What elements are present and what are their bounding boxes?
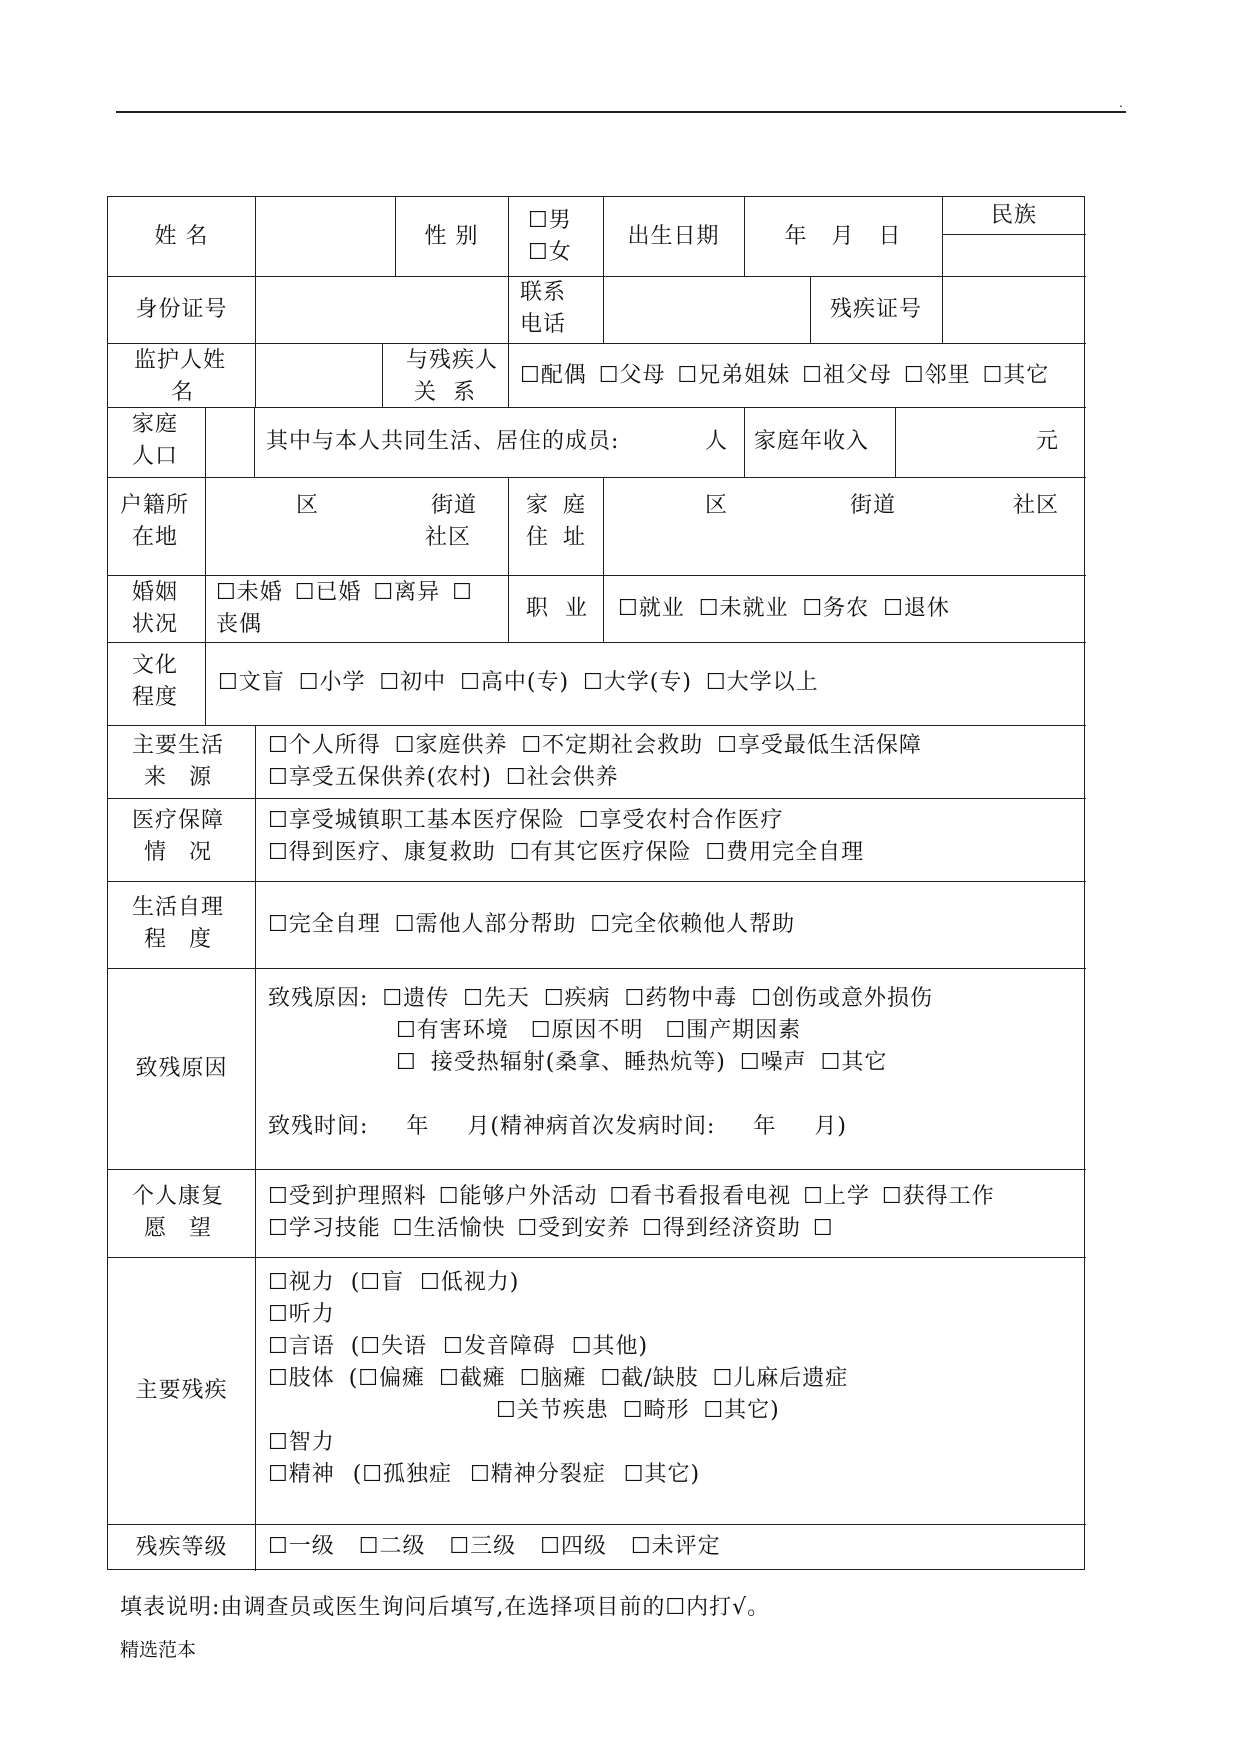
disability-cause-options-line2[interactable]: ☐有害环境 ☐原因不明 ☐围产期因素 xyxy=(396,1018,802,1043)
phone-label-line2: 电话 xyxy=(520,312,567,337)
education-options[interactable]: ☐文盲 ☐小学 ☐初中 ☐高中(专) ☐大学(专) ☐大学以上 xyxy=(218,670,819,695)
selfcare-label-line1: 生活自理 xyxy=(132,895,225,920)
disability-cause-options-line1[interactable]: 致残原因: ☐遗传 ☐先天 ☐疾病 ☐药物中毒 ☐创伤或意外损伤 xyxy=(268,986,933,1011)
disability-grade-options[interactable]: ☐一级 ☐二级 ☐三级 ☐四级 ☐未评定 xyxy=(268,1534,721,1559)
selfcare-options[interactable]: ☐完全自理 ☐需他人部分帮助 ☐完全依赖他人帮助 xyxy=(268,912,796,937)
address-district: 区 xyxy=(705,493,729,518)
page-label: 精选范本 xyxy=(120,1639,197,1661)
household-count-field[interactable] xyxy=(205,407,254,477)
hukou-street: 街道 xyxy=(431,493,478,518)
main-disability-label: 主要残疾 xyxy=(135,1378,228,1403)
living-source-label-line2: 来 源 xyxy=(144,765,212,790)
disability-survey-form xyxy=(107,196,1085,1570)
main-disability-vision[interactable]: ☐视力 (☐盲 ☐低视力) xyxy=(268,1270,520,1295)
occupation-label: 职 业 xyxy=(526,596,588,621)
ethnic-label: 民族 xyxy=(990,203,1037,228)
address-label-line2: 住 址 xyxy=(526,525,586,550)
medical-label-line1: 医疗保障 xyxy=(132,808,225,833)
gender-label: 性 别 xyxy=(424,224,479,249)
header-dot: . xyxy=(1119,96,1123,110)
education-label-line1: 文化 xyxy=(132,653,179,678)
row-divider xyxy=(108,575,1086,576)
marriage-label-line2: 状况 xyxy=(132,612,179,637)
household-label-line1: 家庭 xyxy=(132,412,179,437)
birth-date-label: 出生日期 xyxy=(627,224,720,249)
main-disability-limb[interactable]: ☐肢体 (☐偏瘫 ☐截瘫 ☐脑瘫 ☐截/缺肢 ☐儿麻后遗症 xyxy=(268,1366,849,1391)
address-community: 社区 xyxy=(1013,493,1060,518)
name-field[interactable] xyxy=(255,197,395,276)
guardian-name-field[interactable] xyxy=(255,343,382,407)
birth-date-field[interactable]: 年 月 日 xyxy=(784,224,902,249)
living-source-label-line1: 主要生活 xyxy=(132,733,225,758)
row-divider xyxy=(108,477,1086,478)
address-street: 街道 xyxy=(850,493,897,518)
disability-time-line[interactable]: 致残时间: 年 月(精神病首次发病时间: 年 月) xyxy=(268,1114,847,1139)
cohabit-unit: 人 xyxy=(705,429,729,454)
hukou-community: 社区 xyxy=(425,525,472,550)
medical-label-line2: 情 况 xyxy=(144,840,212,865)
medical-options-line2[interactable]: ☐得到医疗、康复救助 ☐有其它医疗保险 ☐费用完全自理 xyxy=(268,840,865,865)
disability-cert-field[interactable] xyxy=(942,276,1086,343)
relation-options[interactable]: ☐配偶 ☐父母 ☐兄弟姐妹 ☐祖父母 ☐邻里 ☐其它 xyxy=(520,363,1050,388)
id-number-field[interactable] xyxy=(255,276,508,343)
main-disability-speech[interactable]: ☐言语 (☐失语 ☐发音障碍 ☐其他) xyxy=(268,1334,649,1359)
main-disability-hearing[interactable]: ☐听力 xyxy=(268,1302,335,1327)
household-income-unit: 元 xyxy=(1036,429,1060,454)
relation-label-line2: 关 系 xyxy=(414,380,476,405)
main-disability-mental[interactable]: ☐精神 (☐孤独症 ☐精神分裂症 ☐其它) xyxy=(268,1462,701,1487)
marriage-label-line1: 婚姻 xyxy=(132,580,179,605)
hukou-label-line1: 户籍所 xyxy=(120,493,190,518)
education-label-line2: 程度 xyxy=(132,685,179,710)
row-divider xyxy=(108,642,1086,643)
form-instructions: 填表说明:由调查员或医生询问后填写,在选择项目前的☐内打√。 xyxy=(120,1595,771,1620)
main-disability-intellectual[interactable]: ☐智力 xyxy=(268,1430,335,1455)
id-number-label: 身份证号 xyxy=(135,297,228,322)
household-label-line2: 人口 xyxy=(132,444,179,469)
rehab-wish-label-line1: 个人康复 xyxy=(132,1184,225,1209)
selfcare-label-line2: 程 度 xyxy=(144,927,212,952)
cohabit-text: 其中与本人共同生活、居住的成员: xyxy=(266,429,620,454)
disability-cause-options-line3[interactable]: ☐ 接受热辐射(桑拿、睡热炕等) ☐噪声 ☐其它 xyxy=(396,1050,888,1075)
marriage-options-line1[interactable]: ☐未婚 ☐已婚 ☐离异 ☐ xyxy=(216,580,473,605)
guardian-label-line2: 名 xyxy=(171,380,195,405)
hukou-label-line2: 在地 xyxy=(132,525,179,550)
marriage-options-line2[interactable]: 丧偶 xyxy=(216,612,263,637)
name-label: 姓 名 xyxy=(154,224,209,249)
disability-cert-label: 残疾证号 xyxy=(829,297,922,322)
household-income-label: 家庭年收入 xyxy=(754,429,870,454)
main-disability-limb-continued[interactable]: ☐关节疾患 ☐畸形 ☐其它) xyxy=(496,1398,780,1423)
guardian-label-line1: 监护人姓 xyxy=(134,348,227,373)
rehab-wish-options-line1[interactable]: ☐受到护理照料 ☐能够户外活动 ☐看书看报看电视 ☐上学 ☐获得工作 xyxy=(268,1184,995,1209)
phone-label-line1: 联系 xyxy=(520,280,567,305)
living-source-options-line2[interactable]: ☐享受五保供养(农村) ☐社会供养 xyxy=(268,765,619,790)
living-source-options-line1[interactable]: ☐个人所得 ☐家庭供养 ☐不定期社会救助 ☐享受最低生活保障 xyxy=(268,733,922,758)
gender-male-checkbox[interactable]: ☐男 xyxy=(528,208,572,233)
ethnic-field[interactable] xyxy=(942,234,1086,276)
disability-grade-label: 残疾等级 xyxy=(135,1534,228,1560)
rehab-wish-label-line2: 愿 望 xyxy=(144,1216,212,1241)
hukou-district: 区 xyxy=(296,493,320,518)
address-label-line1: 家 庭 xyxy=(526,493,586,518)
phone-field[interactable] xyxy=(603,276,810,343)
disability-cause-label: 致残原因 xyxy=(135,1056,228,1081)
relation-label-line1: 与残疾人 xyxy=(406,348,499,373)
occupation-options[interactable]: ☐就业 ☐未就业 ☐务农 ☐退休 xyxy=(618,596,950,621)
medical-options-line1[interactable]: ☐享受城镇职工基本医疗保险 ☐享受农村合作医疗 xyxy=(268,808,784,833)
gender-female-checkbox[interactable]: ☐女 xyxy=(528,240,572,265)
header-rule xyxy=(116,111,1126,113)
rehab-wish-options-line2[interactable]: ☐学习技能 ☐生活愉快 ☐受到安养 ☐得到经济资助 ☐ xyxy=(268,1216,834,1241)
